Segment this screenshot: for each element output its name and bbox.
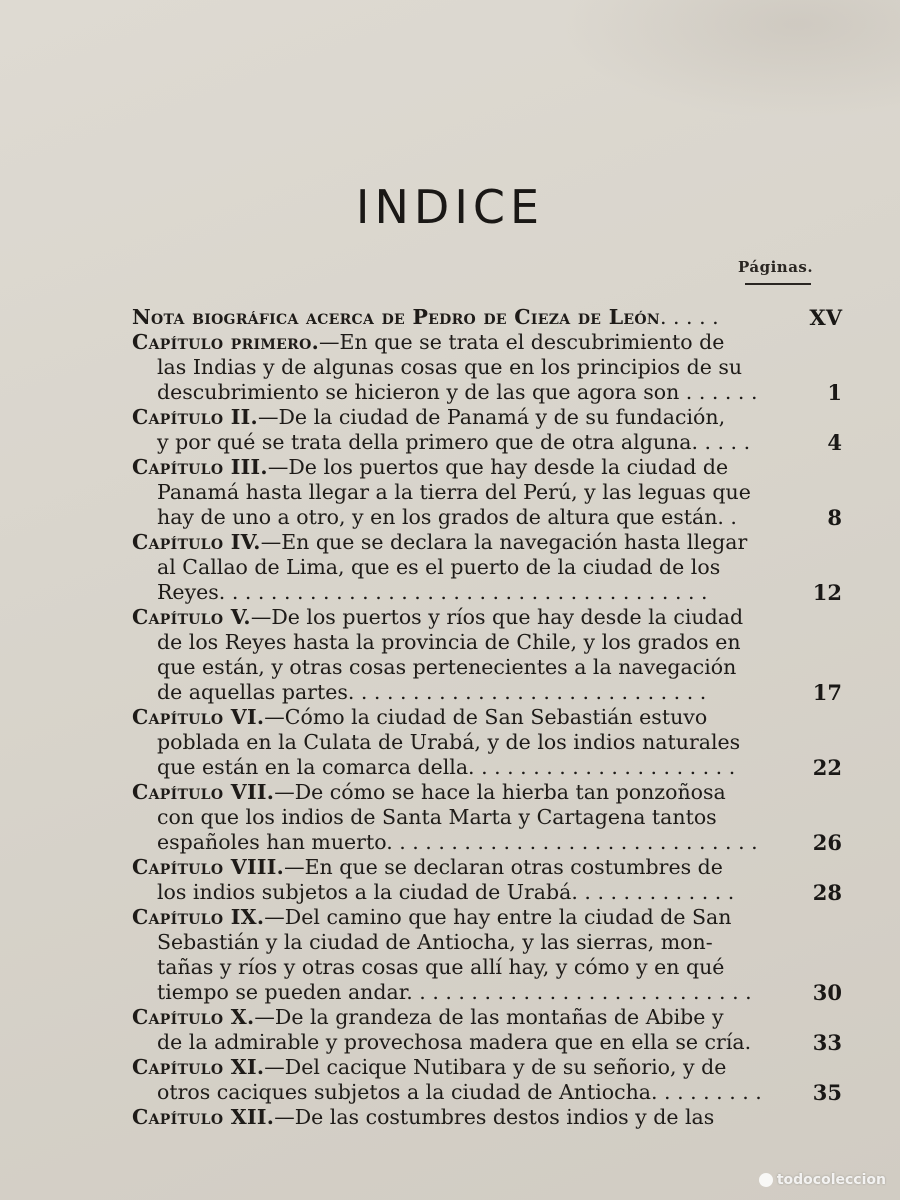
toc-entry-lead: Capítulo IV.	[132, 530, 261, 554]
toc-entry-line: tiempo se pueden andar. . . . . . . . . . . . . . . . . . . . . . . . . . . 30	[157, 980, 842, 1005]
toc-entry-lead: Capítulo VII.	[132, 780, 275, 804]
toc-entry-line: españoles han muerto. . . . . . . . . . . . . . . . . . . . . . . . . . . . . 26	[157, 830, 842, 855]
toc-page-number: 33	[812, 1030, 842, 1055]
toc-entry-lead: Capítulo XI.	[132, 1055, 265, 1079]
toc-entry-text: —Del cacique Nutibara y de su señorio, y de	[264, 1055, 727, 1079]
toc-entry-line: que están en la comarca della. . . . . . . . . . . . . . . . . . . . . 22	[157, 755, 842, 780]
toc-entry-line	[0, 455, 900, 480]
toc-entry-line: otros caciques subjetos a la ciudad de Antiocha. . . . . . . . . 35	[157, 1080, 842, 1105]
toc-entry	[0, 705, 900, 780]
toc-entry-line: que están, y otras cosas pertenecientes a la navegación	[157, 655, 737, 679]
toc-entry-line	[0, 1005, 900, 1030]
toc-entry-text: —Del camino que hay entre la ciudad de San	[264, 905, 732, 929]
toc-entry	[0, 405, 900, 455]
toc-entry-line	[0, 705, 900, 730]
toc-entry-line: y por qué se trata della primero que de otra alguna. . . . . 4	[157, 430, 842, 455]
toc-entry-lead: Capítulo VI.	[132, 705, 265, 729]
toc-entry-text: —De los puertos y ríos que hay desde la ciudad	[250, 605, 744, 629]
toc-entry-line: tañas y ríos y otras cosas que allí hay, y cómo y en qué	[157, 955, 725, 979]
toc-entry-line: hay de uno a otro, y en los grados de altura que están. . 8	[157, 505, 842, 530]
toc-entry-line: los indios subjetos a la ciudad de Urabá. . . . . . . . . . . . . 28	[157, 880, 842, 905]
toc-page-number: 28	[812, 880, 842, 905]
table-of-contents	[0, 305, 900, 1130]
show-through-shadow	[560, 0, 900, 120]
toc-entry-line	[0, 780, 900, 805]
toc-entry-text: —En que se declara la navegación hasta llegar	[260, 530, 748, 554]
toc-entry-line	[0, 405, 900, 430]
toc-entry-line	[0, 855, 900, 880]
toc-entry-text: —De cómo se hace la hierba tan ponzoñosa	[274, 780, 726, 804]
toc-page-number: 30	[812, 980, 842, 1005]
pages-column-header: Páginas.	[738, 258, 814, 276]
toc-page-number: 4	[827, 430, 842, 455]
watermark-logo-icon	[759, 1173, 773, 1187]
toc-entry-line	[0, 530, 900, 555]
toc-entry-text: —De los puertos que hay desde la ciudad de	[267, 455, 729, 479]
toc-entry	[0, 855, 900, 905]
page-title: INDICE	[355, 180, 545, 234]
toc-entry-line: con que los indios de Santa Marta y Cartagena tantos	[157, 805, 717, 829]
toc-entry-line	[0, 330, 900, 355]
toc-page-number: 35	[812, 1080, 842, 1105]
toc-entry-lead: Nota biográfica acerca de Pedro de Cieza de León	[132, 305, 660, 329]
toc-entry-line: de los Reyes hasta la provincia de Chile, y los grados en	[157, 630, 741, 654]
toc-entry-text: —En que se trata el descubrimiento de	[319, 330, 725, 354]
watermark-text: todocoleccion	[776, 1172, 886, 1188]
toc-entry	[0, 605, 900, 705]
toc-page-number: 17	[812, 680, 842, 705]
toc-entry	[0, 1055, 900, 1105]
toc-entry-lead: Capítulo primero.	[132, 330, 320, 354]
toc-entry	[0, 780, 900, 855]
toc-entry-line: las Indias y de algunas cosas que en los principios de su	[157, 355, 743, 379]
toc-entry	[0, 1005, 900, 1055]
toc-page-number: XV	[809, 305, 842, 330]
toc-page-number: 8	[827, 505, 842, 530]
toc-entry-text: —De las costumbres destos indios y de las	[274, 1105, 715, 1129]
toc-entry-text: —De la grandeza de las montañas de Abibe y	[254, 1005, 724, 1029]
toc-entry-line: Sebastián y la ciudad de Antiocha, y las sierras, mon-	[157, 930, 713, 954]
toc-entry-line: descubrimiento se hicieron y de las que agora son . . . . . . 1	[157, 380, 842, 405]
toc-entry	[0, 305, 900, 330]
toc-entry-text: —Cómo la ciudad de San Sebastián estuvo	[264, 705, 708, 729]
toc-page-number: 1	[827, 380, 842, 405]
toc-entry-lead: Capítulo IX.	[132, 905, 265, 929]
toc-entry-lead: Capítulo VIII.	[132, 855, 285, 879]
toc-entry	[0, 905, 900, 1005]
toc-entry	[0, 455, 900, 530]
toc-entry-line: poblada en la Culata de Urabá, y de los indios naturales	[157, 730, 741, 754]
toc-entry-line	[0, 1055, 900, 1080]
toc-page-number: 26	[812, 830, 842, 855]
toc-entry-line	[0, 305, 900, 330]
toc-entry-lead: Capítulo III.	[132, 455, 268, 479]
toc-entry-lead: Capítulo XII.	[132, 1105, 275, 1129]
toc-entry-line: de aquellas partes. . . . . . . . . . . . . . . . . . . . . . . . . . . . 17	[157, 680, 842, 705]
toc-entry-line: de la admirable y provechosa madera que en ella se cría. 33	[157, 1030, 842, 1055]
toc-entry-line: Panamá hasta llegar a la tierra del Perú, y las leguas que	[157, 480, 751, 504]
toc-entry-text: —En que se declaran otras costumbres de	[284, 855, 723, 879]
toc-entry-line	[0, 905, 900, 930]
toc-page-number: 12	[812, 580, 842, 605]
toc-entry	[0, 330, 900, 405]
watermark	[759, 1172, 886, 1188]
toc-entry-text: —De la ciudad de Panamá y de su fundación,	[257, 405, 726, 429]
toc-entry-lead: Capítulo V.	[132, 605, 251, 629]
toc-entry-line: al Callao de Lima, que es el puerto de la ciudad de los	[157, 555, 721, 579]
toc-entry-lead: Capítulo X.	[132, 1005, 255, 1029]
pages-header-rule	[745, 283, 811, 285]
toc-entry-line	[0, 605, 900, 630]
toc-entry-line	[0, 1105, 900, 1130]
toc-page-number: 22	[812, 755, 842, 780]
toc-entry-line: Reyes. . . . . . . . . . . . . . . . . . . . . . . . . . . . . . . . . . . . . . 12	[157, 580, 842, 605]
toc-entry	[0, 1105, 900, 1130]
toc-entry-lead: Capítulo II.	[132, 405, 258, 429]
toc-entry-text: . . . . .	[659, 305, 719, 329]
toc-entry	[0, 530, 900, 605]
